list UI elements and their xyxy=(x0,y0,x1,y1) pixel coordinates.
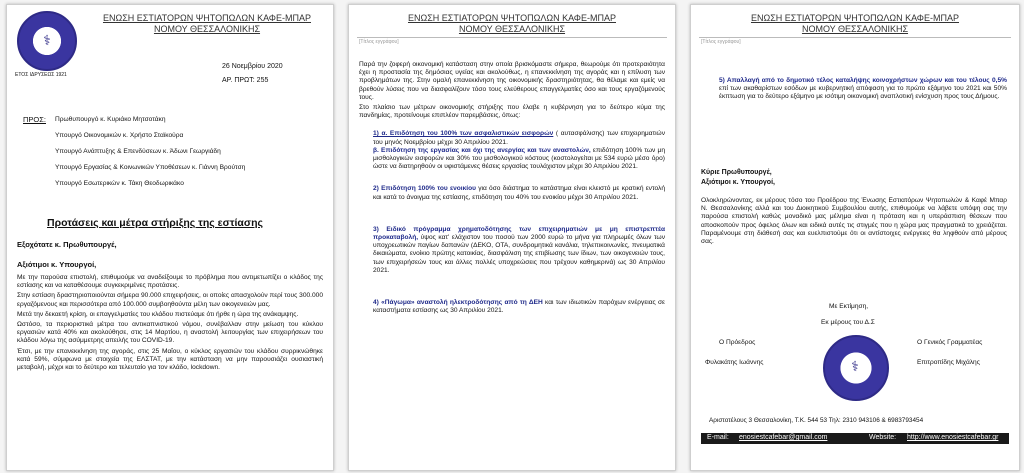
website-link[interactable]: http://www.enosiestcafebar.gr xyxy=(907,434,999,441)
letterhead-line1: ΕΝΩΣΗ ΕΣΤΙΑΤΟΡΩΝ ΨΗΤΟΠΩΛΩΝ ΚΑΦΕ-ΜΠΑΡ xyxy=(407,13,616,23)
letterhead-line2: ΝΟΜΟΥ ΘΕΣΣΑΛΟΝΙΚΗΣ xyxy=(458,24,566,34)
proposal-3-text: ύψος κατ' ελάχιστον του ποσού των 2000 ευρώ το μήνα για πληρωμές όλων των υποχρεωτικών παγίων δαπανών (ΔΕΚΟ, ΟΤΑ, συνδρομητικά κανάλια, τηλεπικοινωνίες, πνευματικά δικαιώματα, ενοίκιο πρώτης κατοικίας, διασφάλιση της επιβίωσης των ίδιων, των οικογενειών τους, των επιχειρήσεών τους και άλλες πολλές υποχρεώσεις που τρέχουν καθημερινά) ως 30 Απριλίου 2021. xyxy=(373,234,665,274)
header-divider xyxy=(699,37,1011,38)
proposal-3 xyxy=(373,226,665,275)
letterhead-line1: ΕΝΩΣΗ ΕΣΤΙΑΤΟΡΩΝ ΨΗΤΟΠΩΛΩΝ ΚΑΦΕ-ΜΠΑΡ xyxy=(750,13,959,23)
title-placeholder: [Τίτλος εγγράφου] xyxy=(359,39,399,45)
title-placeholder: [Τίτλος εγγράφου] xyxy=(701,39,741,45)
intro-paragraph-2: Στο πλαίσιο των μέτρων οικονομικής στήριξης που έλαβε η κυβέρνηση για το δεύτερο κύμα της πανδημίας, προτείνουμε επιπλέον παρεμβάσεις, όπως: xyxy=(359,104,665,120)
greeting-ministers: Αξιότιμοι κ. Υπουργοί, xyxy=(17,260,97,269)
letterhead-line1: ΕΝΩΣΗ ΕΣΤΙΑΤΟΡΩΝ ΨΗΤΟΠΩΛΩΝ ΚΑΦΕ-ΜΠΑΡ xyxy=(102,13,311,23)
letterhead-line2: ΝΟΜΟΥ ΘΕΣΣΑΛΟΝΙΚΗΣ xyxy=(801,24,909,34)
proposal-2 xyxy=(373,185,665,201)
proposal-4-text: και των ιδιωτικών παρόχων ενέργειας σε καταστήματα εστίασης ως 30 Απριλίου 2021. xyxy=(373,299,665,315)
proposal-5-text: επί των ακαθαρίστων εσόδων με κυβερνητική απόφαση για το πρώτο εξάμηνο του 2021 και 50% έκπτωση για το δεύτερο εξάμηνο με ισότιμη οικονομική αναπλοτική ενίσχυση προς τους Δήμους. xyxy=(719,85,1007,101)
proposal-5 xyxy=(719,77,1007,102)
recipient-1: Πρωθυπουργό κ. Κυριάκο Μητσοτάκη xyxy=(55,116,166,123)
salutation-ministers: Αξιότιμοι κ. Υπουργοί, xyxy=(701,179,775,186)
document-page-2 xyxy=(348,4,676,471)
secretary-title: Ο Γενικός Γραμματέας xyxy=(917,339,983,346)
contact-address: Αριστοτέλους 3 Θεσσαλονίκη, Τ.Κ. 544 53 Τηλ: 2310 943106 & 6983793454 xyxy=(709,417,924,424)
proposal-4 xyxy=(373,299,665,315)
proposal-1b-heading: β. Επιδότηση της εργασίας και όχι της ανεργίας και των αναστολών, xyxy=(373,146,591,154)
page2-body xyxy=(359,61,665,315)
recipient-4: Υπουργό Εργασίας & Κοινωνικών Υποθέσεων κ. Γιάννη Βρούτση xyxy=(55,164,246,171)
proposal-4-heading: 4) «Πάγωμα» αναστολή ηλεκτροδότησης από τη ΔΕΗ xyxy=(373,299,543,307)
email-label: E-mail: xyxy=(707,434,729,441)
intro-paragraph: Παρά την ζοφερή οικονομική κατάσταση στην οποία βρισκόμαστε σήμερα, θεωρούμε ότι προτεραιότητα έχει η προστασία της δημόσιας υγείας και ακολούθως, η επανεκκίνηση της αγοράς και η επίλυση των προβλημάτων της. Στην ομαλή επανεκκίνηση της οικονομικής δραστηριότητας, θα θέλαμε και εμείς να βρεθούν λύσεις που να διασφαλίζουν τόσο τους ελεύθερους επαγγελματίες όσο και τους εργαζόμενούς τους. xyxy=(359,61,665,101)
closing-paragraph: Ολοκληρώνοντας, εκ μέρους τόσο του Προέδρου της Ένωσης Εστιατόρων Ψητοπωλών & Καφέ Μπαρ Ν. Θεσσαλονίκης αλλά και του Διοικητικού Συμβουλίου αυτής, επιθυμούμε να λάβετε υπόψη σας την παρούσα επιστολή καθώς μοναδικό μας μέλημα είναι η πρόταση και η υπεράσπιση θέσεων που αποσκοπούν προς όφελος όλων και ειδικά αυτές τις στιγμές που η χώρα μας πραγματικά το χρειάζεται. Παραμένουμε στη διάθεσή σας και ευελπιστούμε ότι οι αντίστοιχες ενέργειες θα ληφθούν από μέρους σας. xyxy=(701,197,1007,246)
paragraph: Έτσι, με την επανεκκίνηση της αγοράς, στις 25 Μαΐου, ο κύκλος εργασιών του κλάδου συρρικνώθηκε κατά 59%, σύμφωνα με στοιχεία της ΕΛΣΤΑΤ, με την κατάσταση να μην παρουσιάζει ουσιαστική μεταβολή, μέχρι και το δεύτερο και τελευταίο για τον κλάδο, lockdown. xyxy=(17,347,323,372)
paragraph: Στην εστίαση δραστηριοποιούνται σήμερα 90.000 επιχειρήσεις, οι οποίες απασχολούν περί τους 300.000 εργαζόμενους και περισσότερα από 100.000 συμβοηθούντα μέλη των οικογενειών μας. xyxy=(17,292,323,308)
document-page-3 xyxy=(690,4,1020,471)
salutation-pm: Κύριε Πρωθυπουργέ, xyxy=(701,169,772,176)
proposal-5-heading: 5) Απαλλαγή από το δημοτικό τέλος καταλήψης κοινοχρήστων χώρων και του τέλους 0,5% xyxy=(719,77,1007,84)
paragraph: Με την παρούσα επιστολή, επιθυμούμε να αναδείξουμε το πρόβλημα που αντιμετωπίζει ο κλάδος της εστίασης και να καταθέσουμε συγκεκριμένες προτάσεις. xyxy=(17,274,323,290)
letterhead xyxy=(697,13,1013,35)
secretary-name: Επιτροπίδης Μιχάλης xyxy=(917,359,980,366)
on-behalf: Εκ μέρους του Δ.Σ xyxy=(821,319,875,326)
president-name: Φυλακάτης Ιωάννης xyxy=(705,359,764,366)
caduceus-icon: ⚕ xyxy=(37,31,57,51)
recipient-2: Υπουργό Οικονομικών κ. Χρήστο Σταϊκούρα xyxy=(55,132,184,139)
letterhead-line2: ΝΟΜΟΥ ΘΕΣΣΑΛΟΝΙΚΗΣ xyxy=(153,24,261,34)
recipient-3: Υπουργό Ανάπτυξης & Επενδύσεων κ. Άδωνι Γεωργιάδη xyxy=(55,148,221,155)
proposal-1a-heading: 1) α. Επιδότηση του 100% των ασφαλιστικών εισφορών xyxy=(373,130,554,138)
regards: Με Εκτίμηση, xyxy=(829,303,869,310)
proposal-1a-text: ( αυτασφάλισης) των επιχειρηματιών του μηνός Νοεμβρίου μέχρι 30 Απριλίου 2021. xyxy=(373,130,665,146)
paragraph: Ωστόσο, τα περιοριστικά μέτρα του αντικαπνιστικού νόμου, συνέβαλλαν στην μείωση του κύκλου εργασιών κατά 40% και ακολούθησε, στις 14 Μαρτίου, η αναστολή λειτουργίας των επιχειρήσεων του κλάδου λόγω της ασύμμετρης απειλής του COVID-19. xyxy=(17,321,323,345)
header-divider xyxy=(357,37,667,38)
letterhead xyxy=(355,13,669,35)
document-page-1 xyxy=(6,4,334,471)
to-label: ΠΡΟΣ: xyxy=(23,115,46,124)
logo-founded: ΕΤΟΣ ΙΔΡΥΣΕΩΣ 1921 xyxy=(15,72,67,78)
email-link[interactable]: enosiestcafebar@gmail.com xyxy=(739,434,828,441)
proposal-3-heading: 3) Ειδικό πρόγραμμα χρηματοδότησης των επιχειρηματιών με μη επιστρεπτέα προκαταβολή, xyxy=(373,225,665,242)
proposal-2-heading: 2) Επιδότηση 100% του ενοικίου xyxy=(373,185,476,193)
proposal-2-text: για όσο διάστημα το κατάστημα είναι κλειστό με κρατική εντολή και κατά το άνοιγμα της εστίασης, επιδότηση του 40% του ενοικίου μέχρι 30 Απριλίου 2021. xyxy=(373,185,666,201)
protocol-number: ΑΡ. ΠΡΩΤ: 255 xyxy=(222,77,269,84)
proposal-1 xyxy=(373,130,665,171)
recipient-5: Υπουργό Εσωτερικών κ. Τάκη Θεοδωρικάκο xyxy=(55,180,184,187)
page1-body xyxy=(17,274,323,374)
recipients-list xyxy=(55,116,245,196)
union-seal xyxy=(823,335,889,401)
caduceus-icon: ⚕ xyxy=(845,357,865,377)
president-title: Ο Πρόεδρος xyxy=(719,339,756,346)
website-label: Website: xyxy=(869,434,897,441)
letterhead xyxy=(87,13,327,35)
proposal-1b-text: επιδότηση 100% των μη μισθολογικών εισφορών και 30% του μισθολογικού κόστους (κοστολογείται με 534 ευρώ μέσο όρο) ώστε να διατηρηθούν οι υφιστάμενες θέσεις εργασίας τουλάχιστον μέχρι 30 Απριλίου 2021. xyxy=(373,146,665,171)
paragraph: Μετά την δεκαετή κρίση, οι επαγγελματίες του κλάδου πιστεύαμε ότι ήρθε η ώρα της ανάκαμψης. xyxy=(17,310,299,318)
document-title: Προτάσεις και μέτρα στήριξης της εστίασης xyxy=(47,217,263,229)
letter-date: 26 Νοεμβρίου 2020 xyxy=(222,63,283,70)
contact-bar xyxy=(701,433,1009,444)
union-logo xyxy=(17,11,77,71)
greeting-pm: Εξοχότατε κ. Πρωθυπουργέ, xyxy=(17,240,117,249)
